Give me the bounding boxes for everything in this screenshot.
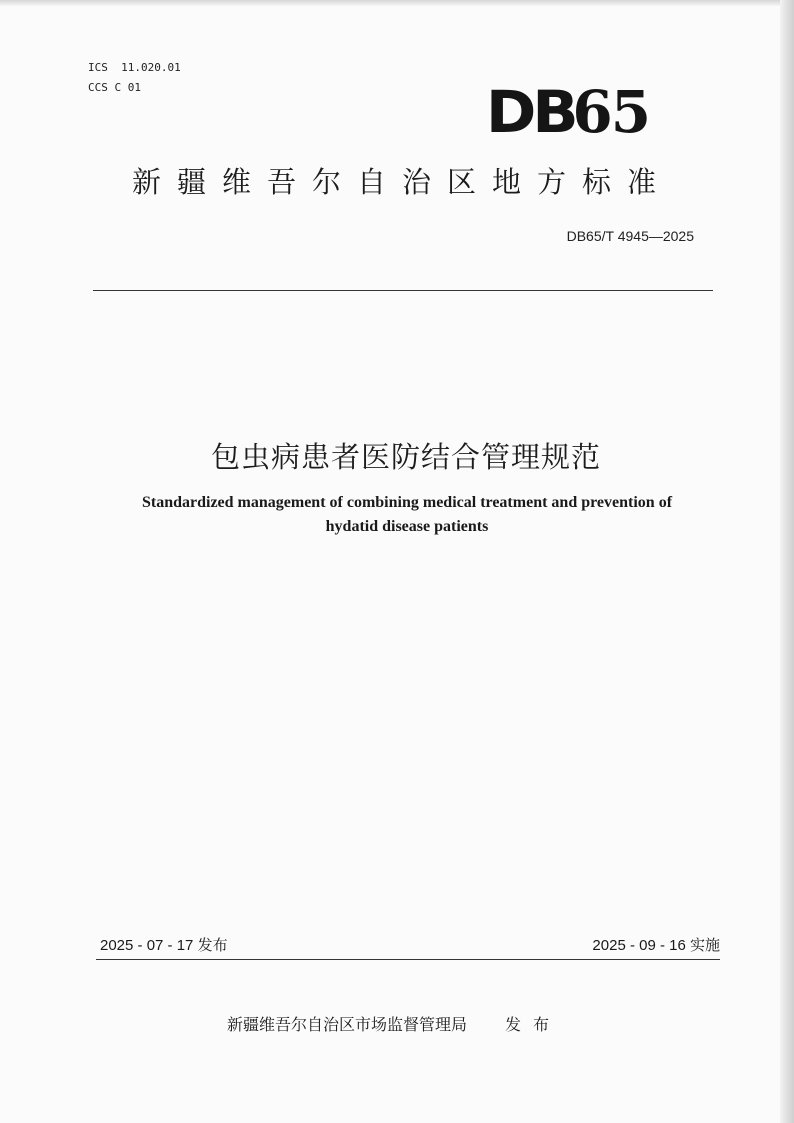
ics-code: ICS 11.020.01 [88, 61, 181, 74]
issuer-name: 新疆维吾尔自治区市场监督管理局 [227, 1015, 468, 1034]
standard-number: DB65/T 4945—2025 [566, 228, 694, 244]
db65-logo [485, 78, 650, 146]
standard-classification: 新疆维吾尔自治区地方标准 [131, 165, 672, 199]
title-english-line1: Standardized management of combining medical treatment and prevention of [141, 494, 673, 511]
title-english [90, 491, 724, 539]
release-label: 发布 [505, 1015, 562, 1034]
db-logo-number: 65 [572, 78, 650, 146]
date-row [96, 934, 720, 958]
title-english-line2: hydatid disease patients [325, 518, 489, 535]
ccs-code: CCS C 01 [88, 81, 141, 94]
db-logo-letters: DB [485, 78, 575, 146]
title-chinese: 包虫病患者医防结合管理规范 [210, 440, 601, 474]
header-divider [93, 290, 713, 291]
scan-edge-top [0, 0, 794, 6]
footer-divider [96, 959, 720, 960]
issue-date: 2025 - 07 - 17 发布 [100, 937, 228, 954]
implementation-date: 2025 - 09 - 16 实施 [592, 937, 720, 954]
classification-codes [88, 58, 181, 98]
issuer-line [227, 1012, 561, 1035]
